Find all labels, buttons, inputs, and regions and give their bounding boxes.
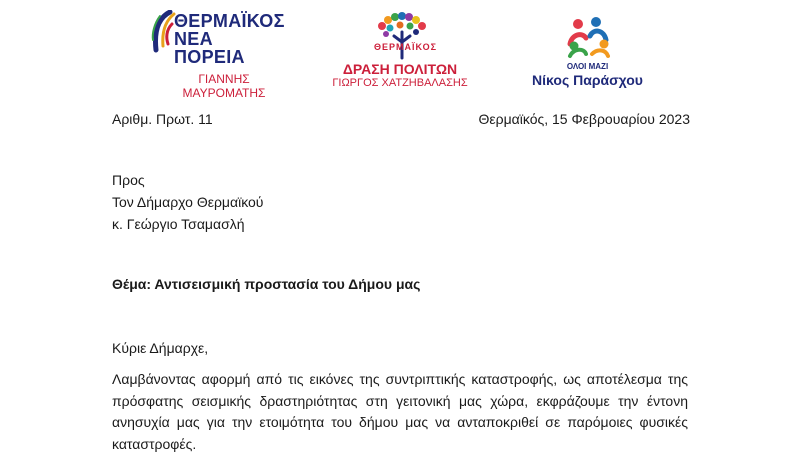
logo-thermaikos-nea-poreia <box>150 10 285 100</box>
logo-right-name-line1: ΟΛΟΙ ΜΑΖΙ <box>566 62 609 71</box>
logo-right-name-line2: Νίκος Παράσχου <box>532 72 643 88</box>
logo-left-name-line2: ΜΑΥΡΟΜΑΤΗΣ <box>182 86 266 100</box>
logo-left-title-line1: ΘΕΡΜΑΪΚΟΣ <box>174 11 285 31</box>
letter-body-paragraph: Λαμβάνοντας αφορμή από τις εικόνες της συντριπτικής καταστροφής, ως αποτέλεσμα της πρόσφατης σεισμικής δραστηριότητας στη γειτονική μας χώρα, εκφράζουμε την έντονη ανησυχία μας για την ετοιμότητα του δήμου μας να ανταποκριθεί σε παρόμοιες φυσικές καταστροφές. <box>112 371 688 452</box>
recipient-block <box>112 170 263 236</box>
oloi-mazi-people-icon <box>520 14 655 60</box>
letter-greeting: Κύριε Δήμαρχε, <box>112 340 209 356</box>
nea-poreia-emblem-icon <box>150 10 176 54</box>
place-date: Θερμαϊκός, 15 Φεβρουαρίου 2023 <box>478 111 690 127</box>
logo-center-name-line1: ΔΡΑΣΗ ΠΟΛΙΤΩΝ <box>342 61 458 77</box>
recipient-line-3: κ. Γεώργιο Τσαμασλή <box>112 216 245 232</box>
letter-subject: Θέμα: Αντισεισμική προστασία του Δήμου μας <box>112 276 421 292</box>
logo-center-arc-text: ΘΕΡΜΑΪΚΟΣ <box>374 42 437 52</box>
drasi-politon-tree-icon <box>330 12 470 62</box>
logo-oloi-mazi <box>520 14 655 92</box>
protocol-number: Αριθμ. Πρωτ. 11 <box>112 111 213 127</box>
logo-drasi-politon <box>330 12 470 87</box>
recipient-line-1: Προς <box>112 172 145 188</box>
logo-left-name-line1: ΓΙΑΝΝΗΣ <box>198 72 250 86</box>
recipient-line-2: Τον Δήμαρχο Θερμαϊκού <box>112 194 264 210</box>
logo-left-title-line2: ΝΕΑ ΠΟΡΕΙΑ <box>174 29 245 67</box>
logo-center-name-line2: ΓΙΩΡΓΟΣ ΧΑΤΖΗΒΑΛΑΣΗΣ <box>332 77 468 89</box>
